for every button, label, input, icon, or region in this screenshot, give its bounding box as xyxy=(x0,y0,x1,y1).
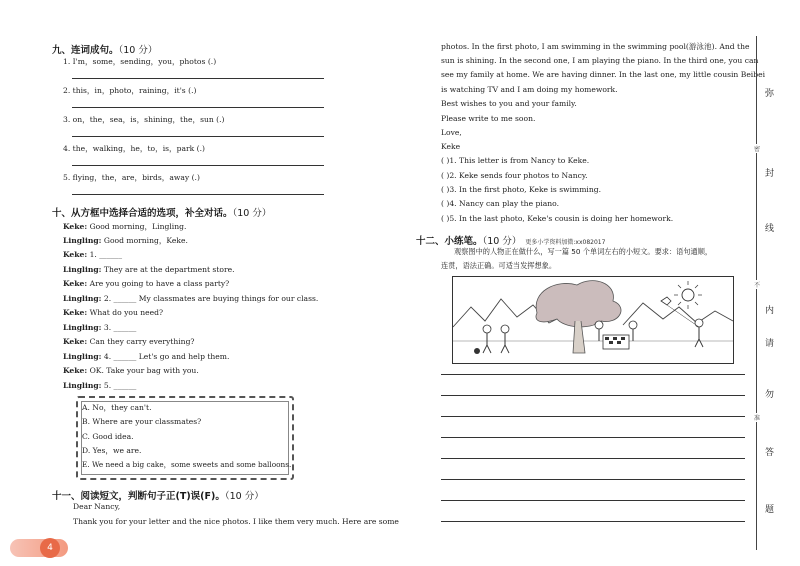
dialogue-line: Lingling: 2. ______ My classmates are buying things for our class. xyxy=(63,294,319,303)
s9-item-2: 2. this，in，photo，raining，it's (.) xyxy=(63,86,197,95)
letter-greeting: Dear Nancy, xyxy=(73,502,121,511)
writing-line[interactable] xyxy=(441,437,745,438)
writing-line[interactable] xyxy=(441,500,745,501)
answer-line[interactable] xyxy=(72,136,324,137)
seal-line xyxy=(756,36,757,550)
s9-item-1: 1. I'm，some，sending，you，photos (.) xyxy=(63,57,217,66)
writing-line[interactable] xyxy=(441,374,745,375)
section-10-title: 十、从方框中选择合适的选项，补全对话。（10 分） xyxy=(52,208,272,219)
dialogue-line: Keke: 1. ______ xyxy=(63,250,123,259)
seal-char: 答 xyxy=(765,448,775,458)
scene-drawing xyxy=(453,277,733,363)
dialogue-line: Lingling: 4. ______ Let's go and help them. xyxy=(63,352,230,361)
dialogue-line: Lingling: 5. ______ xyxy=(63,381,137,390)
s12-instruction: 连贯，语法正确。可适当发挥想象。 xyxy=(441,261,557,270)
seal-mark: 准 xyxy=(754,415,761,422)
option-e: E. We need a big cake，some sweets and some balloons. xyxy=(82,460,292,469)
passage-line: Best wishes to you and your family. xyxy=(441,99,577,108)
writing-line[interactable] xyxy=(441,458,745,459)
answer-line[interactable] xyxy=(72,165,324,166)
seal-char: 题 xyxy=(765,505,775,515)
judge-item-2[interactable]: ( )2. Keke sends four photos to Nancy. xyxy=(441,171,588,180)
passage-line: Love, xyxy=(441,128,462,137)
writing-line[interactable] xyxy=(441,479,745,480)
seal-char: 勿 xyxy=(765,390,775,400)
seal-char: 线 xyxy=(765,224,775,234)
dialogue-line: Keke: What do you need? xyxy=(63,308,164,317)
option-b: B. Where are your classmates? xyxy=(82,417,202,426)
dialogue-line: Keke: Are you going to have a class party? xyxy=(63,279,230,288)
seal-char: 封 xyxy=(765,169,775,179)
s12-instruction: 观察图中的人物正在做什么，写一篇 50 个单词左右的小短文。要求：语句通顺， xyxy=(454,247,713,256)
dialogue-line: Lingling: 3. ______ xyxy=(63,323,137,332)
s9-item-3: 3. on，the，sea，is，shining，the，sun (.) xyxy=(63,115,225,124)
answer-line[interactable] xyxy=(72,78,324,79)
passage-line: see my family at home. We are having dinner. In the last one, my little cousin Beibei xyxy=(441,70,766,79)
section-11-title: 十一、阅读短文，判断句子正(T)误(F)。（10 分） xyxy=(52,491,264,502)
answer-line[interactable] xyxy=(72,107,324,108)
section-9-title: 九、连词成句。（10 分） xyxy=(52,45,158,56)
judge-item-4[interactable]: ( )4. Nancy can play the piano. xyxy=(441,199,560,208)
writing-line[interactable] xyxy=(441,416,745,417)
passage-line: sun is shining. In the second one, I am playing the piano. In the third one, you can xyxy=(441,56,759,65)
seal-char: 弥 xyxy=(765,89,775,99)
s9-item-5: 5. flying，the，are，birds，away (.) xyxy=(63,173,200,182)
passage-line: Please write to me soon. xyxy=(441,114,536,123)
passage-line: Keke xyxy=(441,142,461,151)
dialogue-line: Keke: OK. Take your bag with you. xyxy=(63,366,199,375)
s9-item-4: 4. the，walking，he，to，is，park (.) xyxy=(63,144,206,153)
section-12-title: 十二、小练笔。（10 分） 更多小学资料加微:xx082017 xyxy=(416,236,606,247)
seal-mark: 密 xyxy=(754,146,761,153)
judge-item-5[interactable]: ( )5. In the last photo, Keke's cousin is doing her homework. xyxy=(441,214,674,223)
option-d: D. Yes，we are. xyxy=(82,446,142,455)
passage-line: is watching TV and I am doing my homework. xyxy=(441,85,618,94)
passage-line: photos. In the first photo, I am swimming in the swimming pool(游泳池). And the xyxy=(441,42,750,51)
option-c: C. Good idea. xyxy=(82,432,134,441)
dialogue-line: Keke: Can they carry everything? xyxy=(63,337,195,346)
letter-line: Thank you for your letter and the nice photos. I like them very much. Here are some xyxy=(73,517,399,526)
dialogue-line: Lingling: Good morning，Keke. xyxy=(63,236,188,245)
dialogue-line: Lingling: They are at the department store. xyxy=(63,265,235,274)
seal-char: 内 xyxy=(765,306,775,316)
judge-item-3[interactable]: ( )3. In the first photo, Keke is swimming. xyxy=(441,185,602,194)
writing-line[interactable] xyxy=(441,395,745,396)
answer-line[interactable] xyxy=(72,194,324,195)
judge-item-1[interactable]: ( )1. This letter is from Nancy to Keke. xyxy=(441,156,590,165)
seal-char: 请 xyxy=(765,339,775,349)
dialogue-line: Keke: Good morning，Lingling. xyxy=(63,222,187,231)
option-a: A. No，they can't. xyxy=(82,403,152,412)
seal-mark: 不 xyxy=(754,282,761,289)
page-number: 4 xyxy=(40,538,60,558)
scene-illustration xyxy=(452,276,734,364)
writing-line[interactable] xyxy=(441,521,745,522)
